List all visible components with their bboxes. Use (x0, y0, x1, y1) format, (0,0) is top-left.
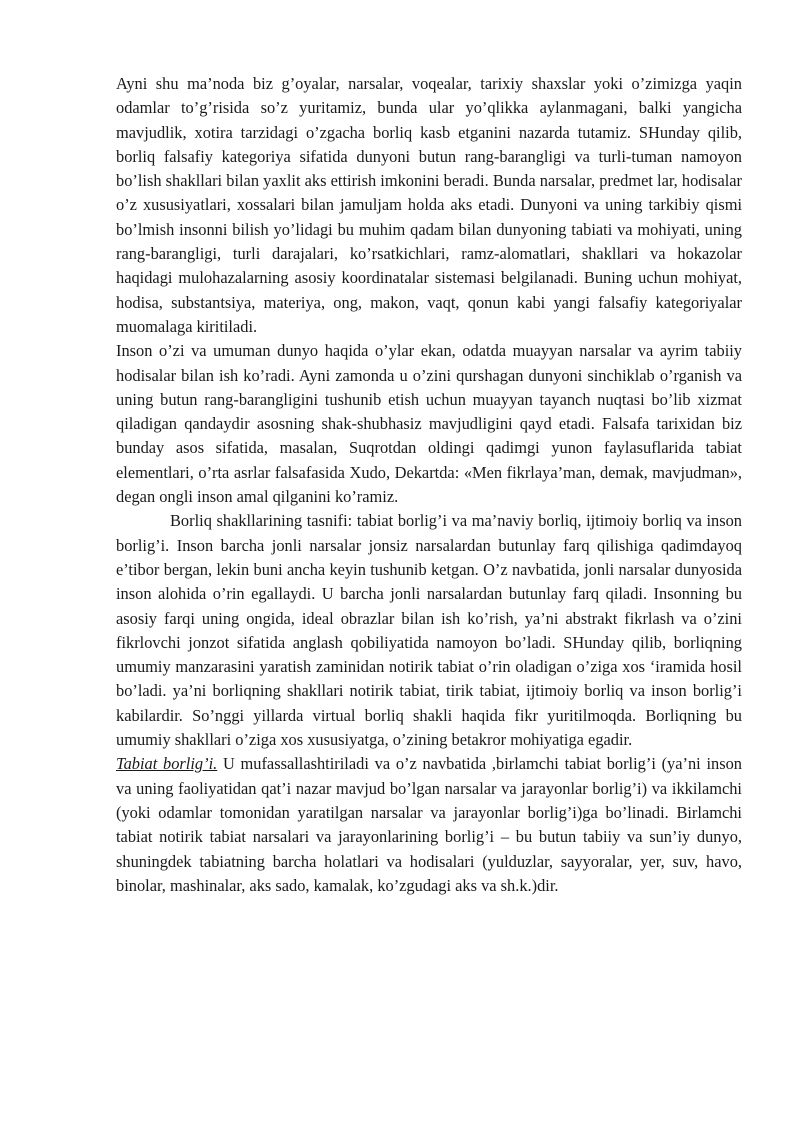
paragraph-3: Borliq shakllarining tasnifi: tabiat borlig’i va ma’naviy borliq, ijtimoiy borliq va inson borlig’i. Inson barcha jonli narsalar jonsiz narsalardan butunlay farq qilishiga qadimdayoq e’tibor bergan, lekin buni ancha keyin tushunib ketgan. O’z navbatida, jonli narsalar dunyosida inson alohida o’rin egallaydi. U barcha jonli narsalardan butunlay farq qiladi. Insonning bu asosiy farqi uning ongida, ideal obrazlar bilan ish ko’rish, ya’ni abstrakt fikrlash va o’zini fikrlovchi jonzot sifatida anglash qobiliyatida namoyon bo’ladi. SHunday qilib, borliqning umumiy manzarasini yaratish zaminidan notirik tabiat o’rin oladigan o’ziga xos ‘iramida hosil bo’ladi. ya’ni borliqning shakllari notirik tabiat, tirik tabiat, ijtimoiy borliq va inson borlig’i kabilardir. So’nggi yillarda virtual borliq shakli haqida fikr yuritilmoqda. Borliqning bu umumiy shakllari o’ziga xos xususiyatga, o’zining betakror mohiyatiga egadir. (116, 511, 742, 750)
paragraph-1: Ayni shu ma’noda biz g’oyalar, narsalar, voqealar, tarixiy shaxslar yoki o’zimizga yaqin odamlar to’g’risida so’z yuritamiz, bunda ular yo’qlikka aylanmagani, balki yangicha mavjudlik, xotira tarzidagi o’zgacha borliq kasb etganini nazarda tutamiz. SHunday qilib, borliq falsafiy kategoriya sifatida dunyoni butun rang-barangligi va turli-tuman namoyon bo’lish shakllari bilan yaxlit aks ettirish imkonini beradi. Bunda narsalar, predmet lar, hodisalar o’z xususiyatlari, xossalari bilan jamuljam holda aks etadi. Dunyoni va uning tarkibiy qismi bo’lmish insonni bilish yo’lidagi bu muhim qadam bilan dunyoning tabiati va mohiyati, uning rang-barangligi, turli darajalari, ko’rsatkichlari, ramz-alomatlari, shakllari va hokazolar haqidagi mulohazalarning asosiy koordinatalar sistemasi belgilanadi. Buning uchun mohiyat, hodisa, substantsiya, materiya, ong, makon, vaqt, qonun kabi yangi falsafiy kategoriyalar muomalaga kiritiladi. (116, 74, 742, 336)
paragraph-2: Inson o’zi va umuman dunyo haqida o’ylar ekan, odatda muayyan narsalar va ayrim tabiiy hodisalar bilan ish ko’radi. Ayni zamonda u o’zini qurshagan dunyoni sinchiklab o’rganish va uning butun rang-barangligini tushunib etish uchun muayyan tayanch nuqtasi bo’lib xizmat qiladigan qandaydir asosning shak-shubhasiz mavjudligini qayd etadi. Falsafa tarixidan biz bunday asos sifatida, masalan, Suqrotdan oldingi qadimgi yunon faylasuflarida tabiat elementlari, o’rta asrlar falsafasida Xudo, Dekartda: «Men fikrlaya’man, demak, mavjudman», degan ongli inson amal qilganini ko’ramiz. (116, 341, 742, 507)
paragraph-4 (116, 752, 742, 898)
document-page (116, 72, 742, 898)
paragraph-4-body: U mufassallashtiriladi va o’z navbatida ,birlamchi tabiat borlig’i (ya’ni inson va uning faoliyatidan qat’i nazar mavjud bo’lgan narsalar va jarayonlar borlig’i) va ikkilamchi (yoki odamlar tomonidan yaratilgan narsalar va jarayonlar borlig’i)ga bo’linadi. Birlamchi tabiat notirik tabiat narsalari va jarayonlarining borlig’i – bu butun tabiiy va sun’iy dunyo, shuningdek tabiatning barcha holatlari va hodisalari (yulduzlar, sayyoralar, yer, suv, havo, binolar, mashinalar, aks sado, kamalak, ko’zgudagi aks va sh.k.)dir. (116, 754, 742, 895)
section-term-tabiat-borligi: Tabiat borlig’i. (116, 754, 218, 774)
